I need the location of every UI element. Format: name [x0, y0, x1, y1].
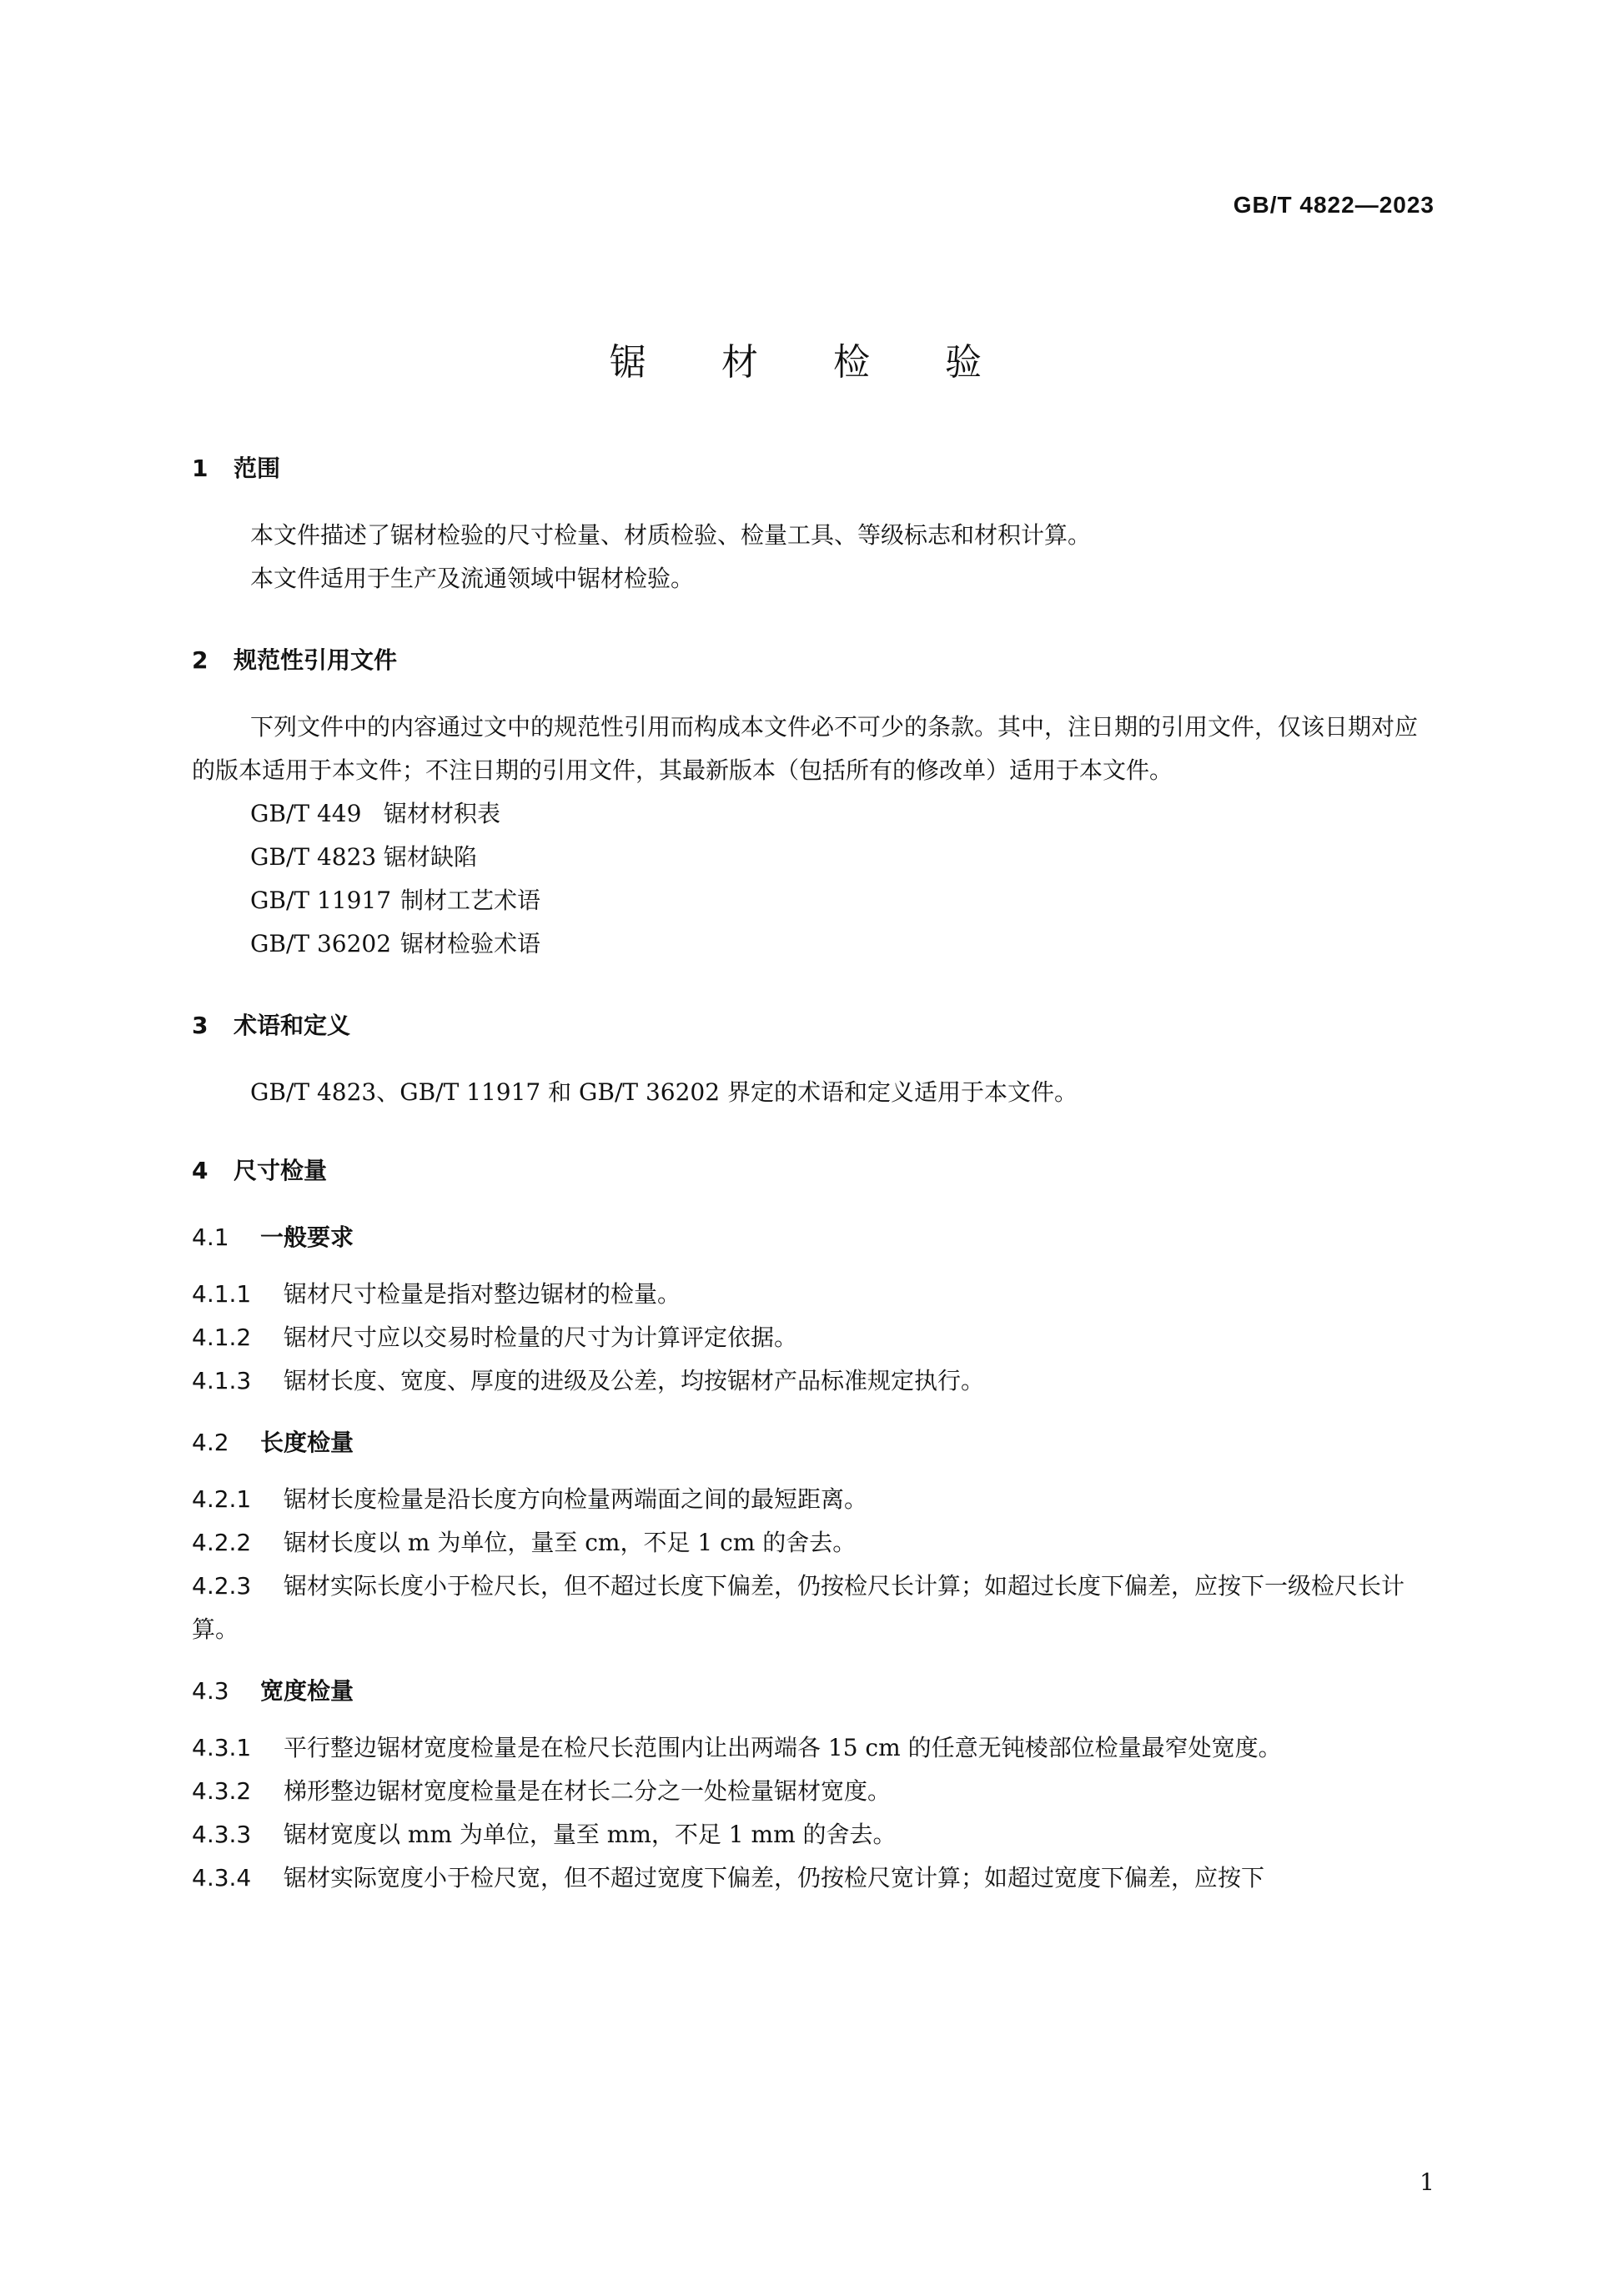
clause-text: 锯材尺寸应以交易时检量的尺寸为计算评定依据。	[284, 1324, 798, 1351]
section-title: 术语和定义	[234, 1012, 351, 1039]
subsection-4-2-heading	[192, 1424, 1435, 1458]
clause-number: 4.3.2	[192, 1777, 252, 1805]
section-title: 尺寸检量	[234, 1157, 328, 1184]
clause-number: 4.2.2	[192, 1529, 252, 1556]
clause-number: 4.2.1	[192, 1485, 252, 1513]
document-title: 锯 材 检 验	[610, 341, 1013, 384]
clause	[192, 1726, 1435, 1770]
subsection-number: 4.1	[192, 1223, 229, 1251]
paragraph: 本文件适用于生产及流通领域中锯材检验。	[250, 565, 695, 592]
section-number: 2	[192, 646, 209, 674]
reference-item	[192, 922, 1435, 966]
clause-text: 锯材实际宽度小于检尺宽，但不超过宽度下偏差，仍按检尺宽计算；如超过宽度下偏差，应按下	[284, 1864, 1265, 1892]
section-number: 4	[192, 1157, 209, 1184]
reference-name: 制材工艺术语	[400, 887, 541, 914]
clause	[192, 1813, 1435, 1856]
subsection-number: 4.2	[192, 1429, 229, 1456]
subsection-number: 4.3	[192, 1677, 229, 1705]
clause	[192, 1565, 1435, 1651]
clause-number: 4.1.1	[192, 1280, 252, 1308]
section-3-heading	[192, 1007, 1435, 1041]
subsection-4-3-heading	[192, 1673, 1435, 1706]
clause	[192, 1316, 1435, 1359]
clause	[192, 1359, 1435, 1403]
clause	[192, 1478, 1435, 1521]
reference-code: GB/T 449	[250, 800, 362, 827]
reference-item	[192, 879, 1435, 922]
clause	[192, 1273, 1435, 1316]
section-title: 范围	[234, 455, 281, 482]
clause-text: 锯材宽度以 mm 为单位，量至 mm，不足 1 mm 的舍去。	[284, 1821, 897, 1848]
reference-code: GB/T 11917	[250, 887, 392, 914]
reference-code: GB/T 36202	[250, 930, 392, 957]
section-number: 3	[192, 1012, 209, 1039]
clause-text: 锯材实际长度小于检尺长，但不超过长度下偏差，仍按检尺长计算；如超过长度下偏差，应按下一级检尺长计算。	[192, 1572, 1405, 1643]
paragraph: GB/T 4823、GB/T 11917 和 GB/T 36202 界定的术语和定义适用于本文件。	[250, 1078, 1078, 1106]
document-body	[192, 450, 1435, 1900]
clause-text: 锯材长度以 m 为单位，量至 cm，不足 1 cm 的舍去。	[284, 1529, 857, 1556]
subsection-title: 宽度检量	[260, 1677, 354, 1705]
reference-name: 锯材材积表	[384, 800, 501, 827]
paragraph: 本文件描述了锯材检验的尺寸检量、材质检验、检量工具、等级标志和材积计算。	[250, 521, 1092, 549]
paragraph: 下列文件中的内容通过文中的规范性引用而构成本文件必不可少的条款。其中，注日期的引用文件，仅该日期对应的版本适用于本文件；不注日期的引用文件，其最新版本（包括所有的修改单）适用于本文件。	[192, 713, 1419, 784]
clause-number: 4.3.4	[192, 1864, 252, 1892]
reference-code: GB/T 4823	[250, 843, 377, 871]
section-2-heading	[192, 642, 1435, 676]
reference-name: 锯材缺陷	[384, 843, 478, 871]
clause-number: 4.1.3	[192, 1367, 252, 1394]
clause-number: 4.3.3	[192, 1821, 252, 1848]
clause	[192, 1856, 1435, 1900]
clause-number: 4.1.2	[192, 1324, 252, 1351]
section-title: 规范性引用文件	[234, 646, 398, 674]
clause-number: 4.2.3	[192, 1572, 252, 1600]
subsection-4-1-heading	[192, 1219, 1435, 1253]
clause-text: 平行整边锯材宽度检量是在检尺长范围内让出两端各 15 cm 的任意无钝棱部位检量最窄处宽度。	[284, 1734, 1282, 1761]
clause-text: 梯形整边锯材宽度检量是在材长二分之一处检量锯材宽度。	[284, 1777, 892, 1805]
clause	[192, 1521, 1435, 1565]
section-number: 1	[192, 455, 209, 482]
reference-name: 锯材检验术语	[400, 930, 541, 957]
subsection-title: 一般要求	[260, 1223, 354, 1251]
clause-text: 锯材长度、宽度、厚度的进级及公差，均按锯材产品标准规定执行。	[284, 1367, 985, 1394]
clause-number: 4.3.1	[192, 1734, 252, 1761]
clause-text: 锯材尺寸检量是指对整边锯材的检量。	[284, 1280, 681, 1308]
page-number: 1	[1419, 2168, 1435, 2196]
reference-item	[192, 836, 1435, 879]
section-4-heading	[192, 1153, 1435, 1186]
reference-item	[192, 792, 1435, 836]
clause-text: 锯材长度检量是沿长度方向检量两端面之间的最短距离。	[284, 1485, 868, 1513]
section-1-heading	[192, 450, 1435, 484]
subsection-title: 长度检量	[260, 1429, 354, 1456]
standard-code: GB/T 4822—2023	[1233, 192, 1435, 218]
clause	[192, 1770, 1435, 1813]
